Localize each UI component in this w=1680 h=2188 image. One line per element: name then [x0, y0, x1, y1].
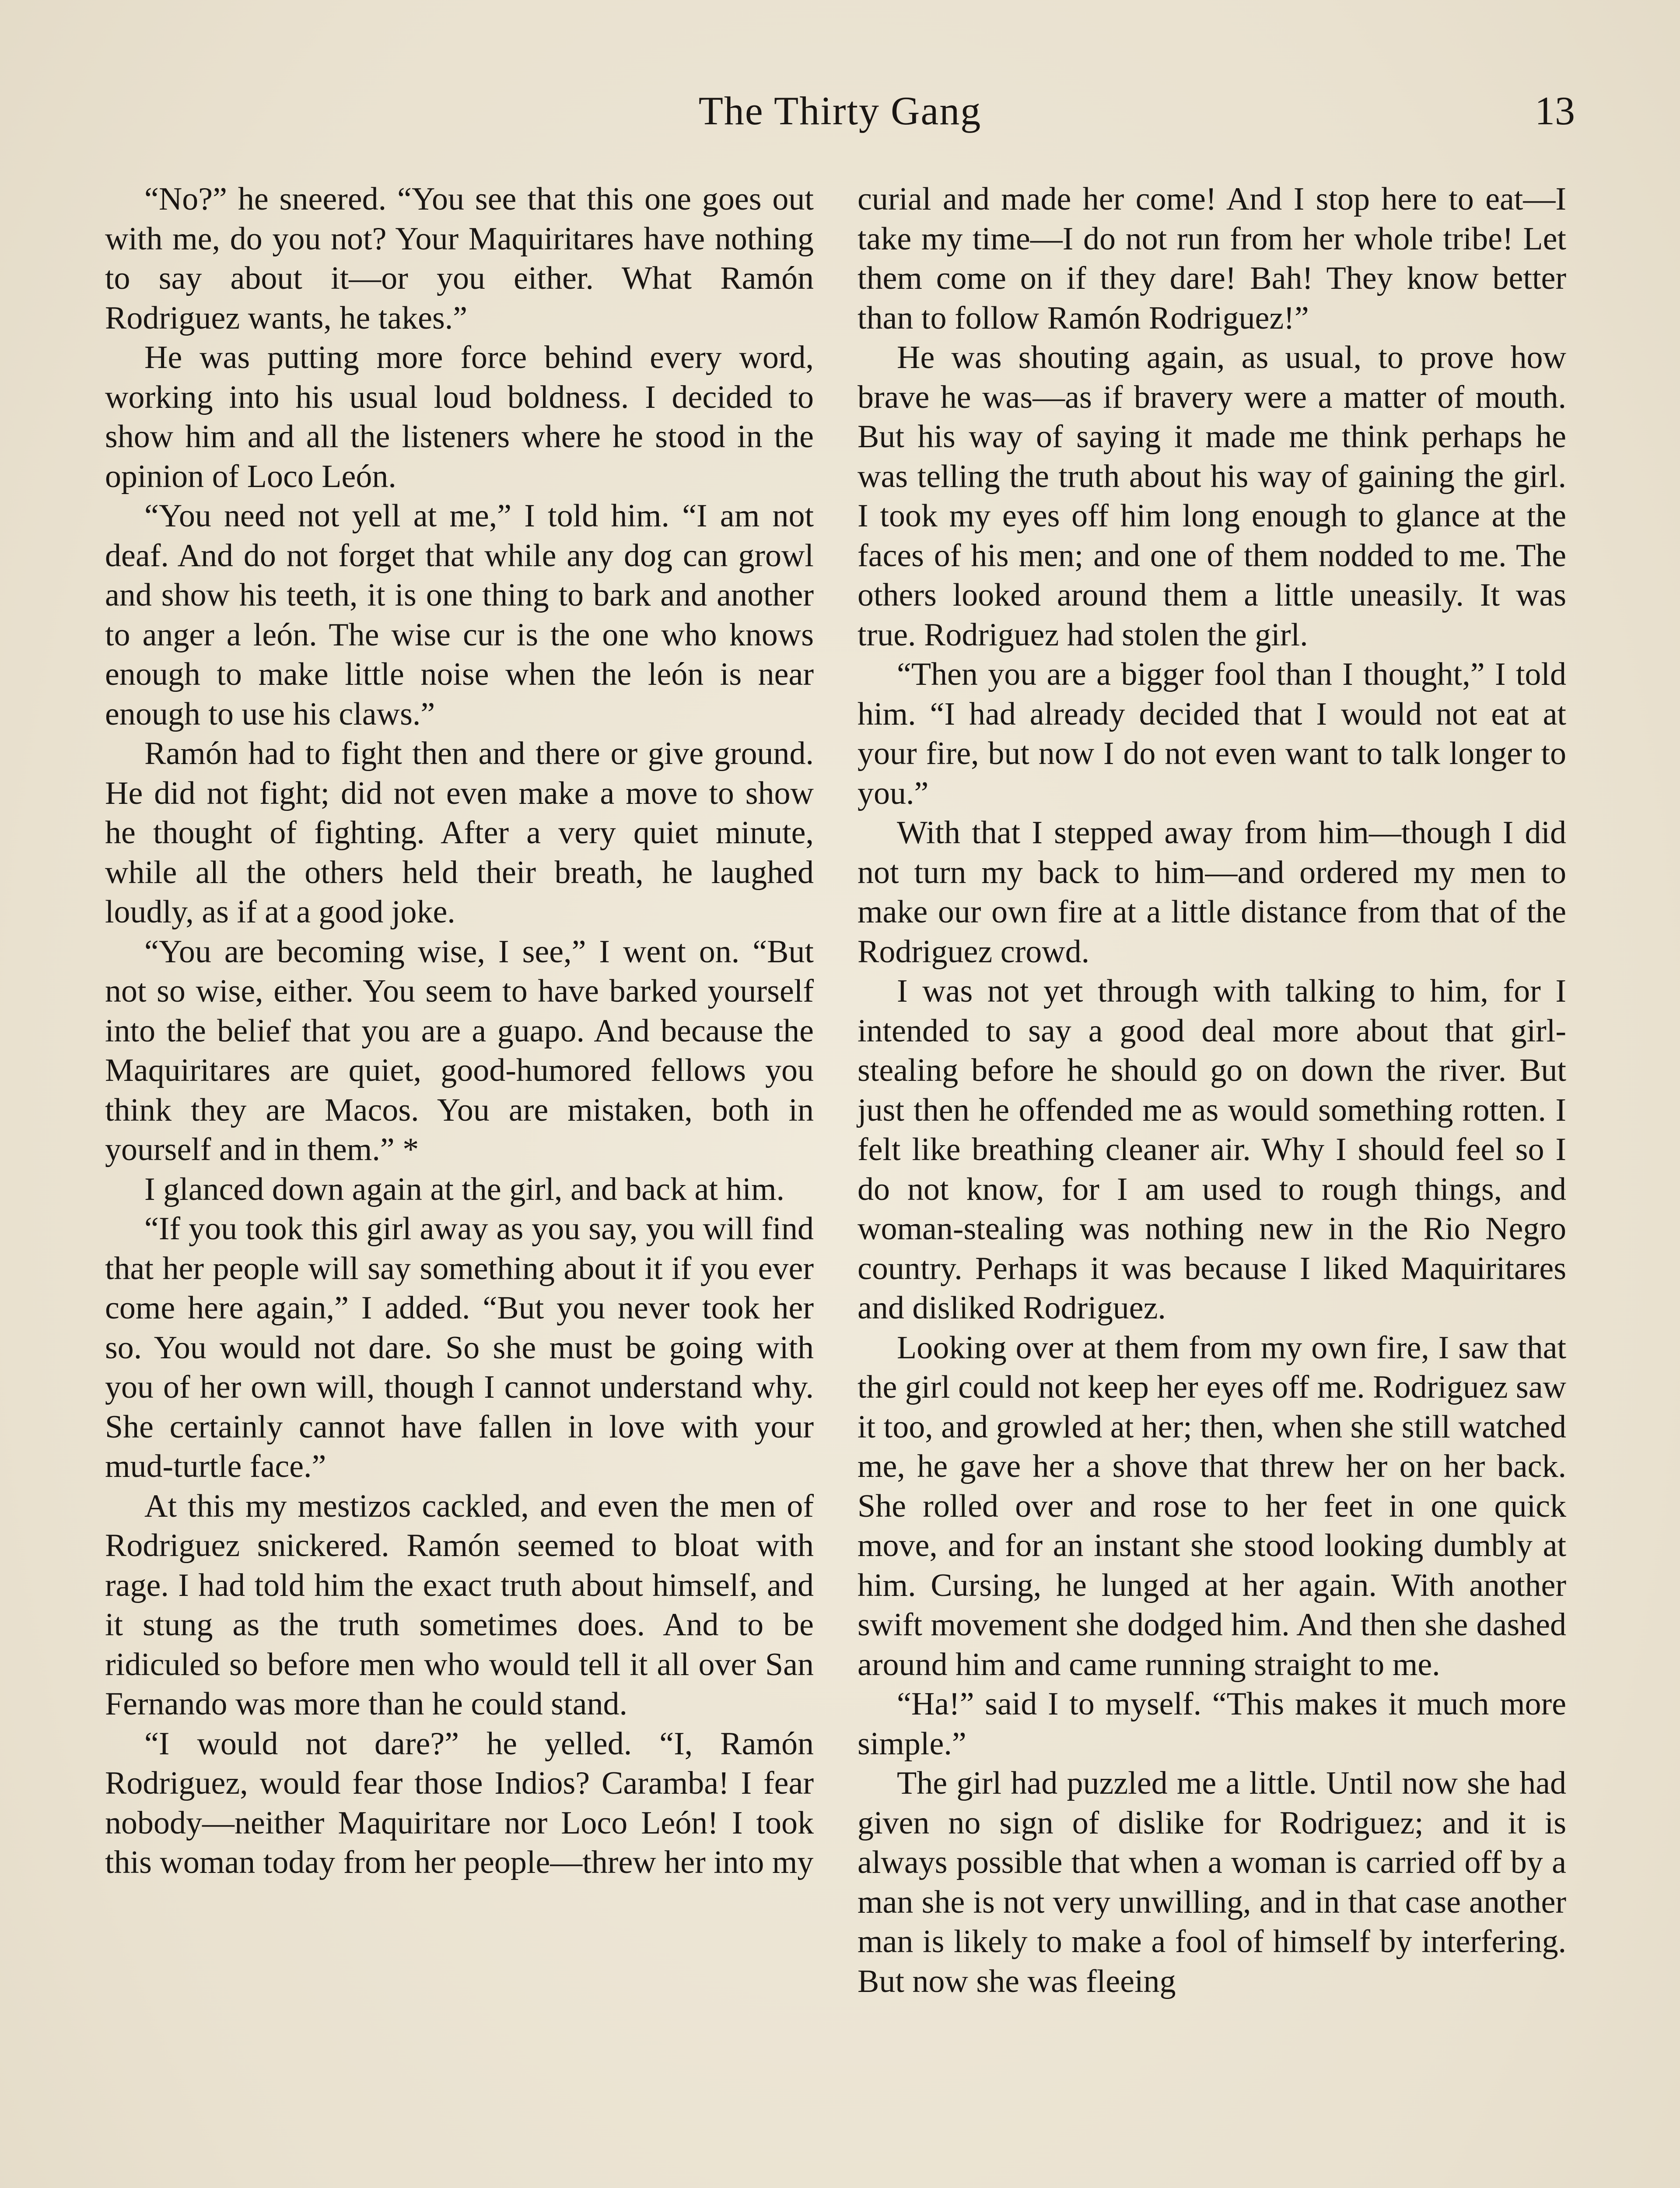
paragraph: I glanced down again at the girl, and back at him.	[144, 1171, 785, 1207]
paragraph: “You need not yell at me,” I told him. “I am not deaf. And do not forget that while any dog can growl and show his teeth, it is one thing to bark and another to anger a león. The wise cur is the one who knows enough to make little noise when the león is near enough to use his claws.”	[105, 498, 814, 732]
paragraph: “I would not dare?” he yelled. “I, Ramón Rodriguez, would fear those Indios? Caramba! I fear nobody—neither Maquiritare nor Loco León! I took this woman today from her people—threw her into my	[105, 1725, 814, 1880]
running-title: The Thirty Gang	[698, 88, 982, 133]
paragraph: He was shouting again, as usual, to prove how brave he was—as if bravery were a matter of mouth. But his way of saying it made me think perhaps he was telling the truth about his way of gaining the girl. I took my eyes off him long enough to glance at the faces of his men; and one of them nodded to me. The others looked around them a little uneasily. It was true. Rodriguez had stolen the girl.	[858, 340, 1566, 653]
paragraph: “Then you are a bigger fool than I thought,” I told him. “I had already decided that I would not eat at your fire, but now I do not even want to talk longer to you.”	[858, 656, 1566, 811]
paragraph: I was not yet through with talking to him, for I intended to say a good deal more about that girl-stealing before he should go on down the river. But just then he offended me as would something rotten. I felt like breathing cleaner air. Why I should feel so I do not know, for I am used to rough things, and woman-stealing was nothing new in the Rio Negro country. Perhaps it was because I liked Maquiritares and disliked Rodriguez.	[858, 973, 1566, 1326]
paragraph: “You are becoming wise, I see,” I went on. “But not so wise, either. You seem to have barked yourself into the belief that you are a guapo. And because the Maquiritares are quiet, good-humored fellows you think they are Macos. You are mistaken, both in yourself and in them.” *	[105, 933, 814, 1168]
paragraph: “No?” he sneered. “You see that this one goes out with me, do you not? Your Maquiritares have nothing to say about it—or you either. What Ramón Rodriguez wants, he takes.”	[105, 181, 814, 336]
paragraph: With that I stepped away from him—though I did not turn my back to him—and ordered my men to make our own fire at a little distance from that of the Rodriguez crowd.	[858, 815, 1566, 970]
page-header	[105, 88, 1575, 158]
paragraph: Ramón had to fight then and there or give ground. He did not fight; did not even make a move to show he thought of fighting. After a very quiet minute, while all the others held their breath, he laughed loudly, as if at a good joke.	[105, 736, 814, 930]
paragraph: He was putting more force behind every word, working into his usual loud boldness. I decided to show him and all the listeners where he stood in the opinion of Loco León.	[105, 340, 814, 494]
paragraph: The girl had puzzled me a little. Until now she had given no sign of dislike for Rodriguez; and it is always possible that when a woman is carried off by a man she is not very unwilling, and in that case another man is likely to make a fool of himself by interfering. But now she was fleeing	[858, 1765, 1566, 1999]
page-number: 13	[1535, 88, 1575, 133]
paragraph: Looking over at them from my own fire, I saw that the girl could not keep her eyes off me. Rodriguez saw it too, and growled at her; then, when she still watched me, he gave her a shove that threw her on her back. She rolled over and rose to her feet in one quick move, and for an instant she stood looking dumbly at him. Cursing, he lunged at her again. With another swift movement she dodged him. And then she dashed around him and came running straight to me.	[858, 1329, 1566, 1683]
paragraph: “Ha!” said I to myself. “This makes it much more simple.”	[858, 1686, 1566, 1762]
right-column	[858, 179, 1566, 2001]
left-column	[105, 179, 814, 1883]
paragraph: At this my mestizos cackled, and even the men of Rodriguez snickered. Ramón seemed to bloat with rage. I had told him the exact truth about himself, and it stung as the truth sometimes does. And to be ridiculed so before men who would tell it all over San Fernando was more than he could stand.	[105, 1488, 814, 1722]
paragraph-continued: curial and made her come! And I stop here to eat—I take my time—I do not run from her whole tribe! Let them come on if they dare! Bah! They know better than to follow Ramón Rodriguez!”	[858, 181, 1566, 336]
paragraph: “If you took this girl away as you say, you will find that her people will say something about it if you ever come here again,” I added. “But you never took her so. You would not dare. So she must be going with you of her own will, though I cannot understand why. She certainly cannot have fallen in love with your mud-turtle face.”	[105, 1211, 814, 1484]
